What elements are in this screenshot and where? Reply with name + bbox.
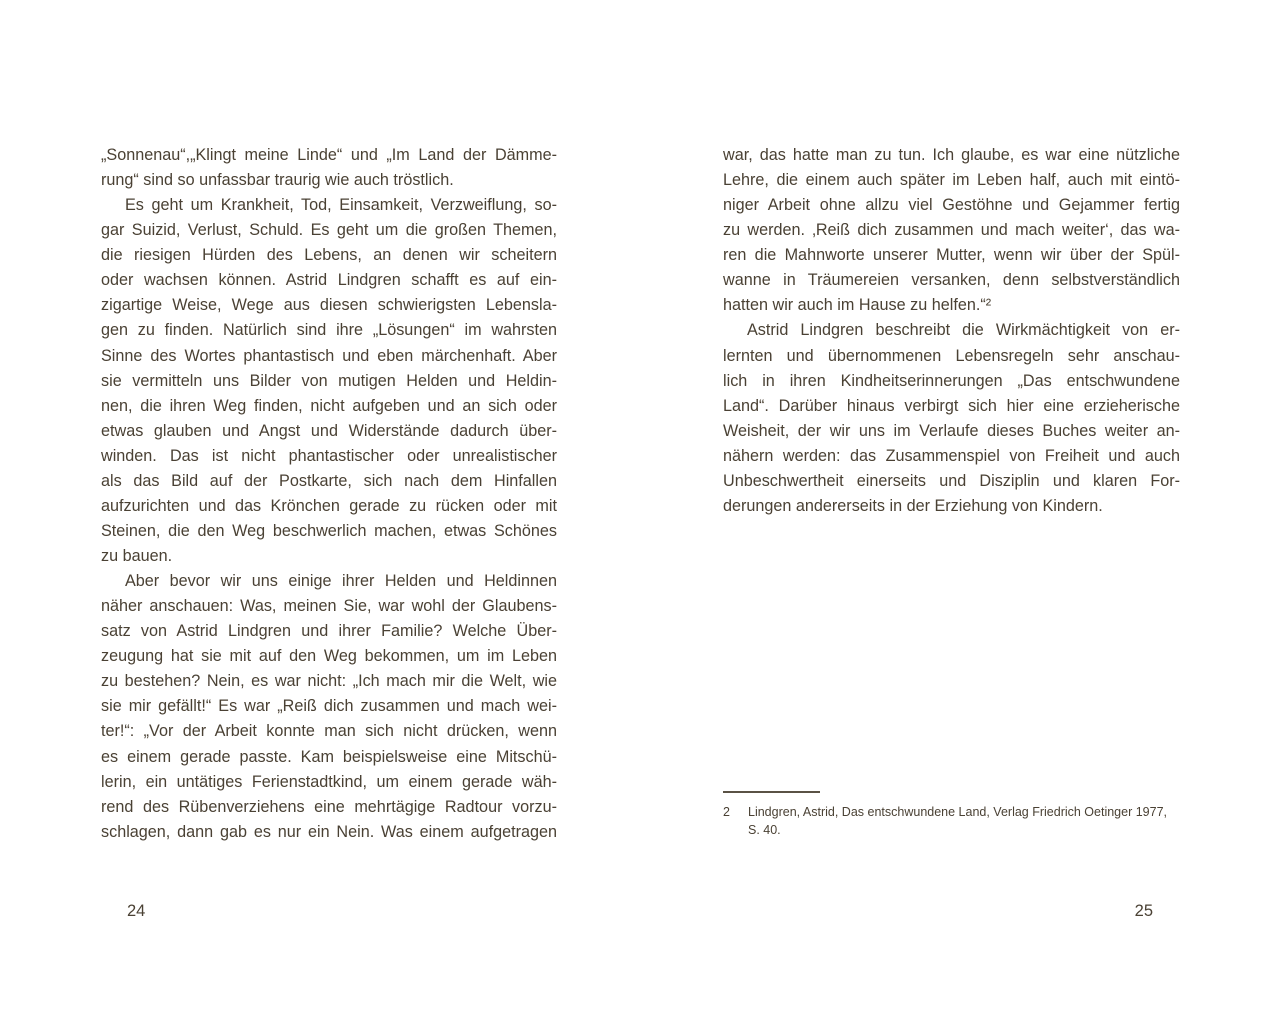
- text-line: Sinne des Wortes phantastisch und eben märchenhaft. Aber: [101, 346, 557, 365]
- text-line: sie mir gefällt!“ Es war „Reiß dich zusammen und mach wei-: [101, 697, 557, 716]
- text-line: Es geht um Krankheit, Tod, Einsamkeit, Verzweiflung, so-: [125, 196, 557, 215]
- text-line: nen, die ihren Weg finden, nicht aufgeben und an sich oder: [101, 396, 557, 415]
- text-line: wanne in Träumereien versanken, denn selbstverständlich: [723, 271, 1180, 290]
- text-column-left: [101, 143, 557, 845]
- text-line: etwas glauben und Angst und Widerstände dadurch über-: [101, 421, 557, 440]
- text-line: aufzurichten und das Krönchen gerade zu rücken oder mit: [101, 496, 557, 515]
- text-line: ren die Mahnworte unserer Mutter, wenn wir über der Spül-: [723, 246, 1180, 265]
- footnote: [723, 791, 1180, 839]
- text-line: gar Suizid, Verlust, Schuld. Es geht um die großen Themen,: [101, 221, 557, 240]
- text-line: die riesigen Hürden des Lebens, an denen wir scheitern: [101, 246, 557, 265]
- text-line: sie vermitteln uns Bilder von mutigen Helden und Heldin-: [101, 371, 557, 390]
- text-line: nähern werden: das Zusammenspiel von Freiheit und auch: [723, 446, 1180, 465]
- text-line: schlagen, dann gab es nur ein Nein. Was einem aufgetragen: [101, 822, 557, 841]
- footnote-divider: [723, 791, 820, 793]
- text-line: gen zu finden. Natürlich sind ihre „Lösungen“ im wahrsten: [101, 321, 557, 340]
- footnote-text: Lindgren, Astrid, Das entschwundene Land, Verlag Friedrich Oetinger 1977, S. 40.: [748, 805, 1168, 837]
- text-line: es einem gerade passte. Kam beispielsweise eine Mitschü-: [101, 747, 557, 766]
- text-line: „Sonnenau“,„Klingt meine Linde“ und „Im Land der Dämme-: [101, 146, 557, 164]
- text-line: rung“ sind so unfassbar traurig wie auch tröstlich.: [101, 171, 454, 190]
- text-line: lerin, ein untätiges Ferienstadtkind, um einem gerade wäh-: [101, 772, 557, 791]
- text-line: zu bestehen? Nein, es war nicht: „Ich mach mir die Welt, wie: [101, 672, 557, 691]
- text-line: hatten wir auch im Hause zu helfen.“²: [723, 296, 992, 315]
- text-line: winden. Das ist nicht phantastischer oder unrealistischer: [101, 446, 557, 465]
- text-line: zu bauen.: [101, 547, 173, 565]
- text-line: als das Bild auf der Postkarte, sich nach dem Hinfallen: [101, 471, 557, 490]
- text-line: Weisheit, der wir uns im Verlaufe dieses Buches weiter an-: [723, 421, 1180, 440]
- text-column-right: [723, 143, 1180, 519]
- text-line: lernten und übernommenen Lebensregeln sehr anschau-: [723, 346, 1180, 365]
- text-line: Astrid Lindgren beschreibt die Wirkmächtigkeit von er-: [747, 321, 1180, 340]
- page-number-left: 24: [127, 902, 146, 920]
- text-line: niger Arbeit ohne allzu viel Gestöhne und Gejammer fertig: [723, 196, 1180, 215]
- text-line: Lehre, die einem auch später im Leben half, auch mit eintö-: [723, 171, 1180, 190]
- text-line: Aber bevor wir uns einige ihrer Helden und Heldinnen: [125, 572, 557, 591]
- text-line: rend des Rübenverziehens eine mehrtägige Radtour vorzu-: [101, 797, 557, 816]
- footnote-marker: 2: [723, 805, 730, 819]
- text-line: ter!“: „Vor der Arbeit konnte man sich nicht drücken, wenn: [101, 722, 557, 741]
- text-line: näher anschauen: Was, meinen Sie, war wohl der Glaubens-: [101, 597, 557, 616]
- text-line: war, das hatte man zu tun. Ich glaube, es war eine nützliche: [723, 146, 1180, 164]
- text-line: Unbeschwertheit einerseits und Disziplin und klaren For-: [723, 471, 1180, 490]
- text-line: zeugung hat sie mit auf den Weg bekommen, um im Leben: [101, 647, 557, 666]
- text-line: zigartige Weise, Wege aus diesen schwierigsten Lebensla-: [101, 296, 557, 315]
- text-line: derungen andererseits in der Erziehung von Kindern.: [723, 496, 1103, 515]
- text-line: satz von Astrid Lindgren und ihrer Familie? Welche Über-: [101, 622, 557, 641]
- page-number-right: 25: [1134, 902, 1153, 920]
- text-line: Steinen, die den Weg beschwerlich machen, etwas Schönes: [101, 521, 557, 540]
- footnote-body: [723, 804, 1180, 839]
- text-line: oder wachsen können. Astrid Lindgren schafft es auf ein-: [101, 271, 557, 290]
- text-line: lich in ihren Kindheitserinnerungen „Das entschwundene: [723, 371, 1180, 390]
- text-line: Land“. Darüber hinaus verbirgt sich hier eine erzieherische: [723, 396, 1180, 415]
- text-line: zu werden. ‚Reiß dich zusammen und mach weiter‘, das wa-: [723, 221, 1180, 240]
